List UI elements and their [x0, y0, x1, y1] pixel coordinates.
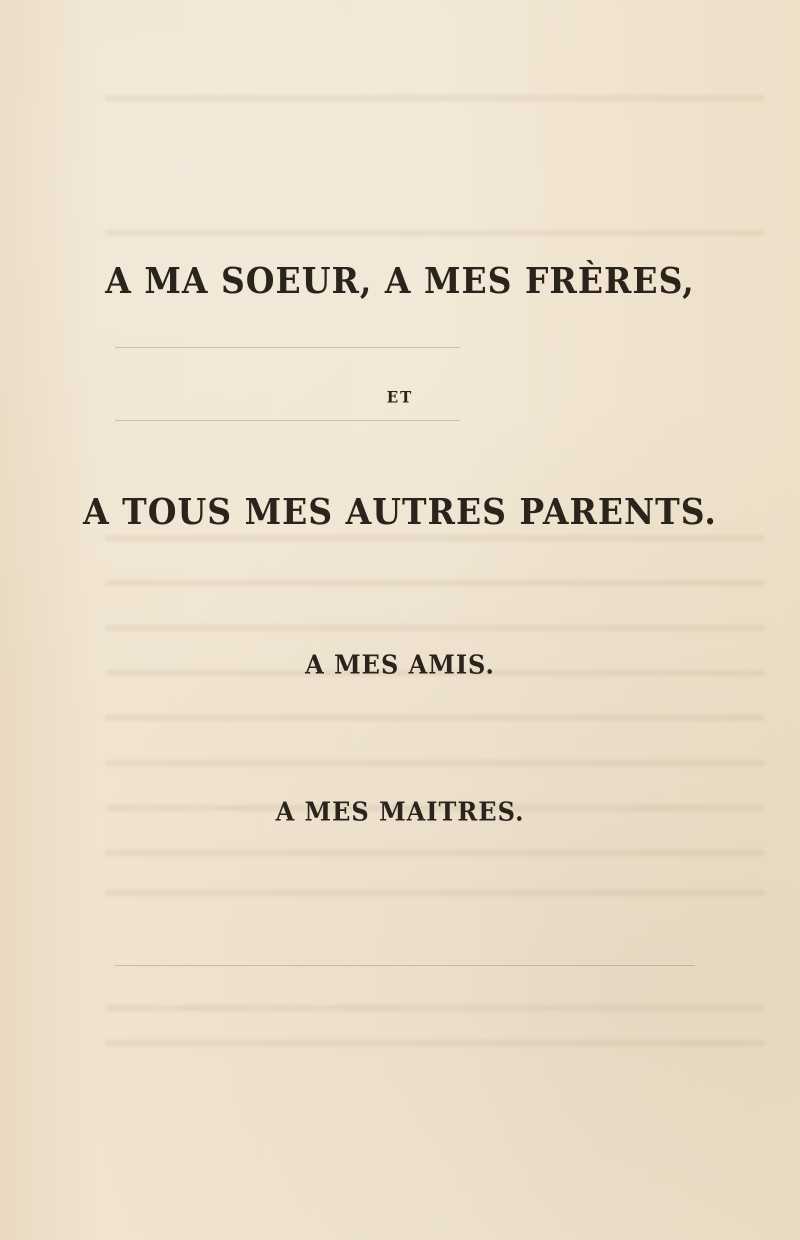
bleed-through [105, 715, 765, 721]
dedication-line-friends: A MES AMIS. [305, 648, 495, 681]
dedication-conjunction: ET [386, 387, 414, 407]
bleed-through [105, 760, 765, 766]
bleed-rule [115, 347, 460, 348]
bleed-through [105, 625, 765, 631]
bleed-through [105, 535, 765, 541]
bleed-rule [115, 420, 460, 421]
bleed-through [105, 890, 765, 896]
dedication-line-teachers: A MES MAITRES. [275, 795, 525, 828]
dedication-line-sister-brothers: A MA SOEUR, A MES FRÈRES, [105, 259, 695, 302]
bleed-through [105, 230, 765, 236]
bleed-rule [115, 965, 695, 966]
bleed-through [105, 580, 765, 586]
bleed-through [105, 850, 765, 856]
bleed-through [105, 1005, 765, 1011]
bleed-through [105, 1040, 765, 1046]
bleed-through [105, 95, 765, 101]
dedication-line-relatives: A TOUS MES AUTRES PARENTS. [83, 490, 717, 533]
